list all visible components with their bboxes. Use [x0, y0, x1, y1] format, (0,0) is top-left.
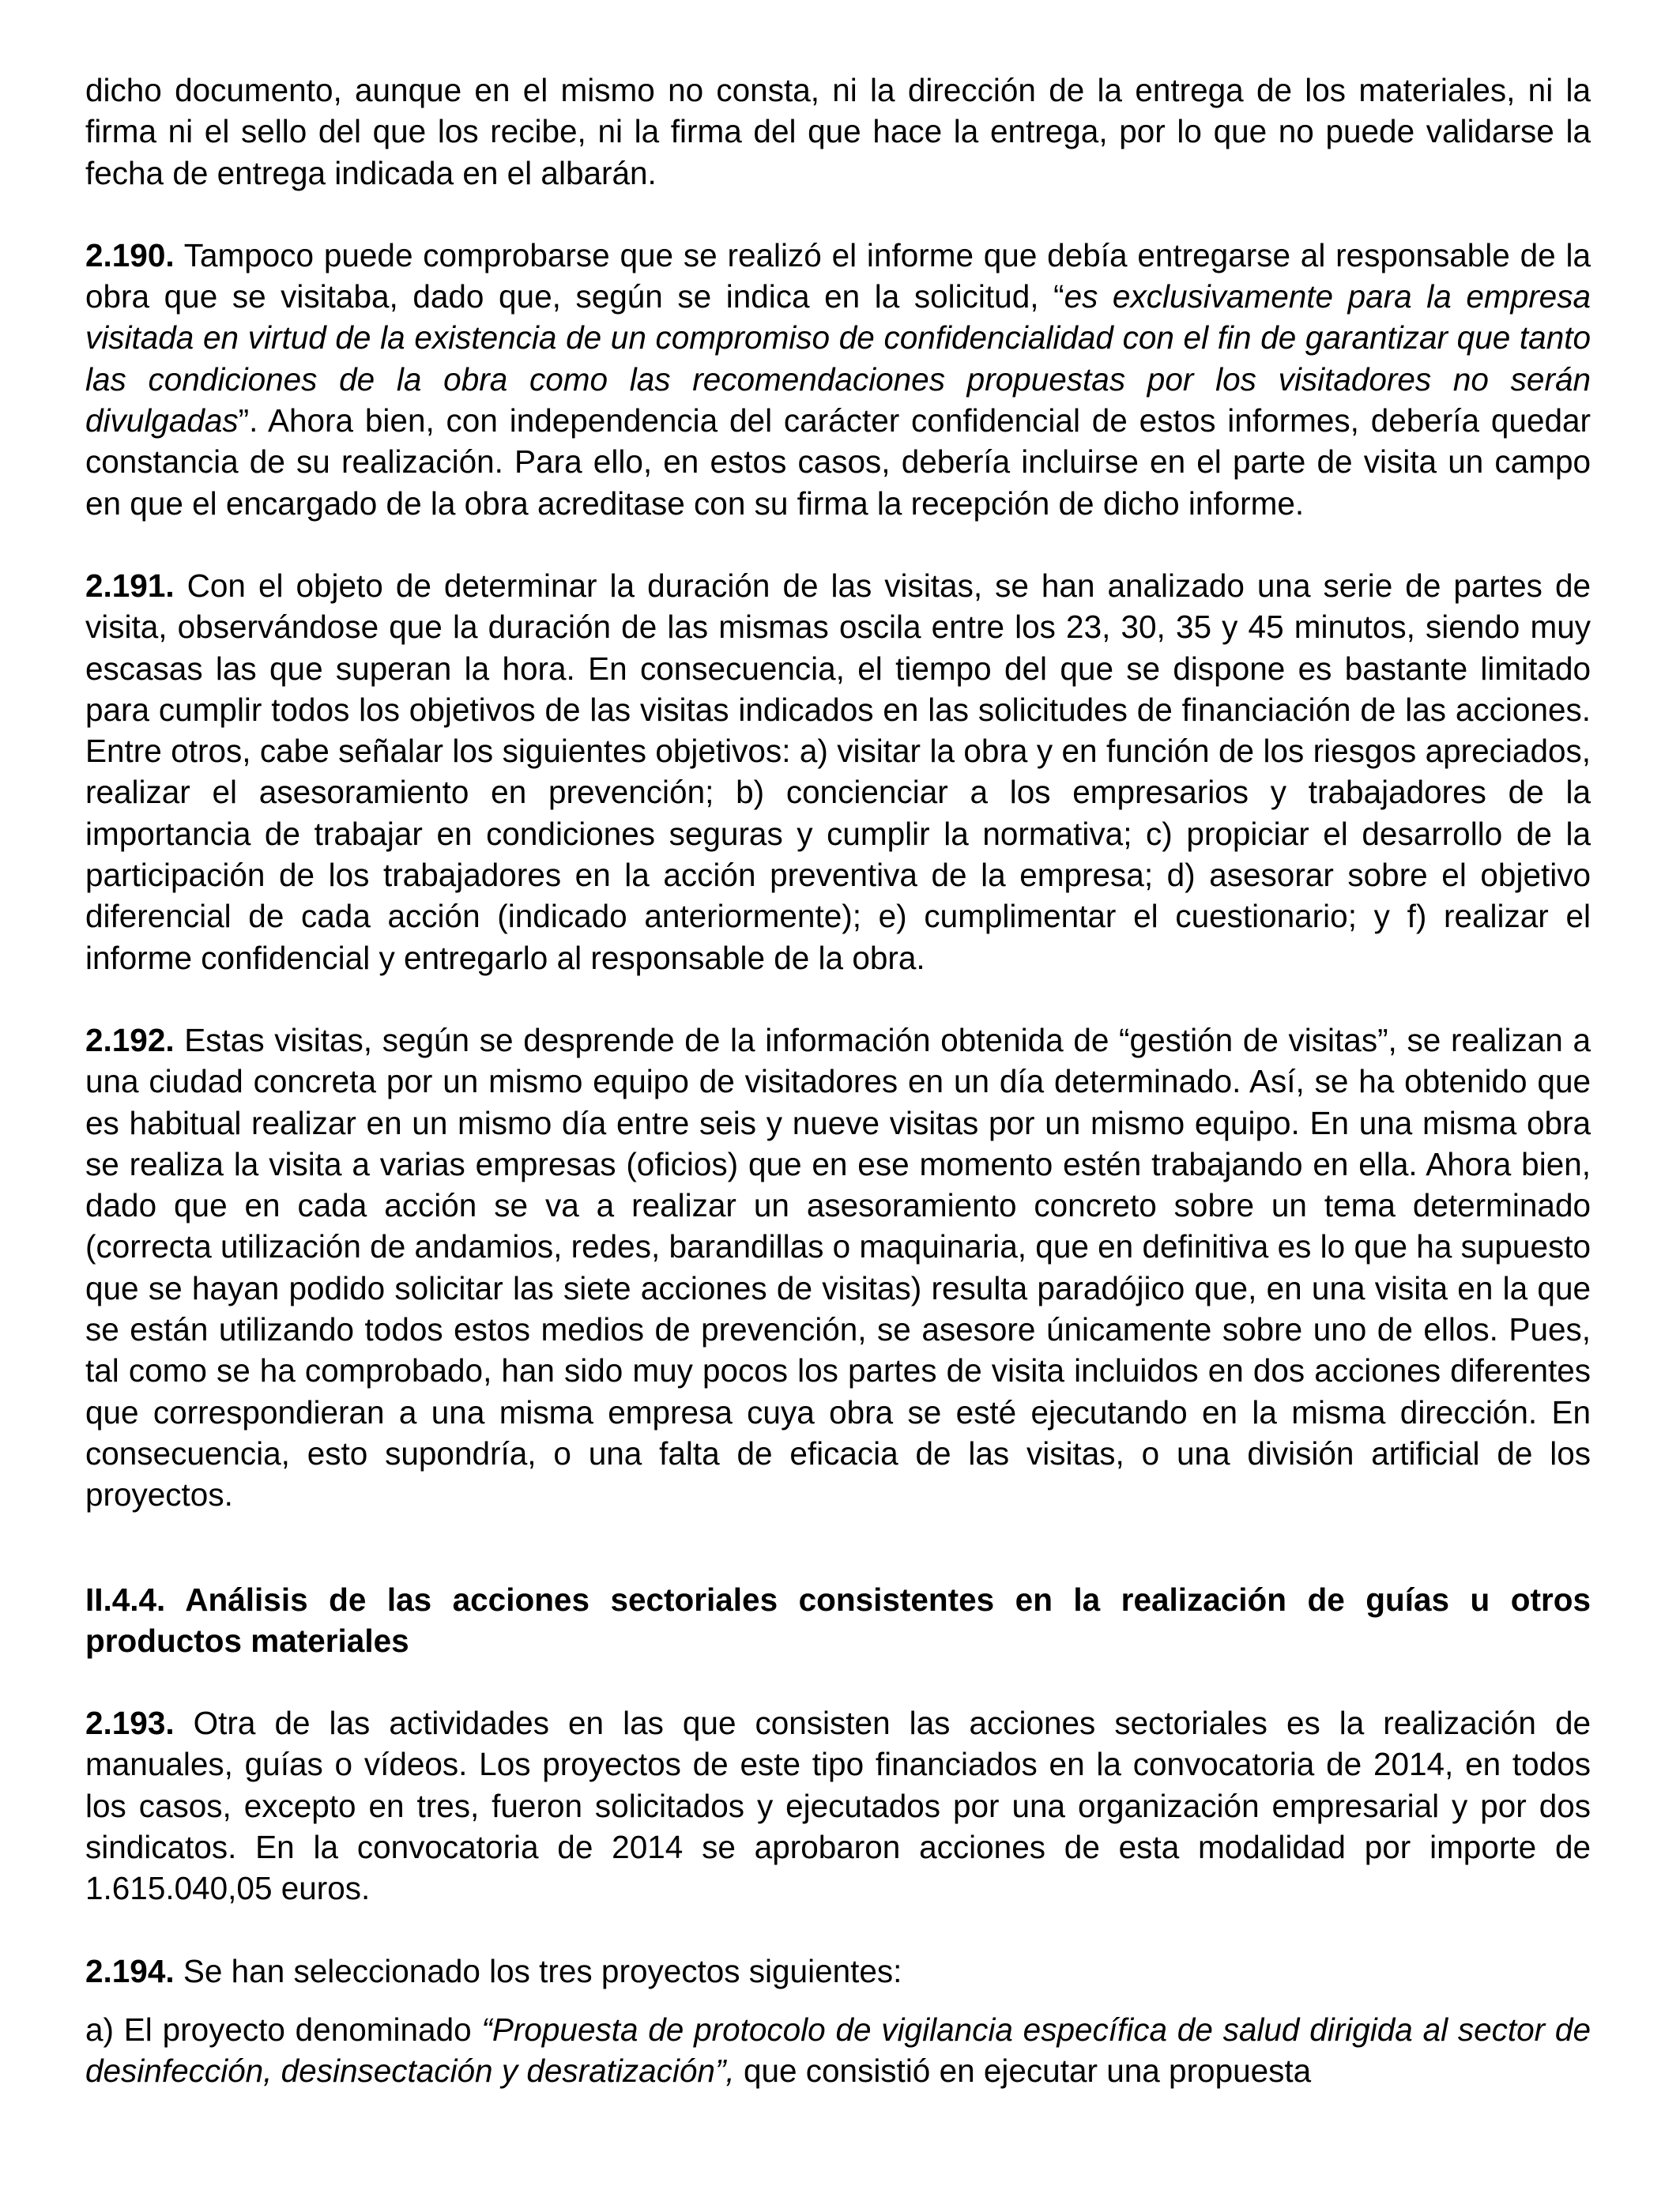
quoted-italic-text: es exclusivamente para la empresa visitada en virtud de la existencia de un compromiso de confidencialidad con el fin de garantizar que tanto las condiciones de la obra como las recomendaciones propuestas por los visitadores no serán divulgadas: [85, 278, 1591, 439]
paragraph-text: a) El proyecto denominado: [85, 2011, 482, 2048]
paragraph-number: 2.193.: [85, 1705, 175, 1742]
list-item-a: [85, 2009, 1591, 2092]
paragraph-number: 2.191.: [85, 567, 175, 604]
paragraph-text: Se han seleccionado los tres proyectos siguientes:: [174, 1952, 902, 1989]
paragraph-text: Con el objeto de determinar la duración de las visitas, se han analizado una serie de partes de visita, observándose que la duración de las mismas oscila entre los 23, 30, 35 y 45 minutos, siendo muy escasas las que superan la hora. En consecuencia, el tiempo del que se dispone es bastante limitado para cumplir todos los objetivos de las visitas indicados en las solicitudes de financiación de las acciones. Entre otros, cabe señalar los siguientes objetivos: a) visitar la obra y en función de los riesgos apreciados, realizar el asesoramiento en prevención; b) concienciar a los empresarios y trabajadores de la importancia de trabajar en condiciones seguras y cumplir la normativa; c) propiciar el desarrollo de la participación de los trabajadores en la acción preventiva de la empresa; d) asesorar sobre el objetivo diferencial de cada acción (indicado anteriormente); e) cumplimentar el cuestionario; y f) realizar el informe confidencial y entregarlo al responsable de la obra.: [85, 567, 1591, 976]
section-heading: II.4.4. Análisis de las acciones sectoriales consistentes en la realización de guías u otros productos materiales: [85, 1581, 1591, 1659]
paragraph-text: Otra de las actividades en las que consisten las acciones sectoriales es la realización de manuales, guías o vídeos. Los proyectos de este tipo financiados en la convocatoria de 2014, en todos los casos, excepto en tres, fueron solicitados y ejecutados por una organización empresarial y por dos sindicatos. En la convocatoria de 2014 se aprobaron acciones de esta modalidad por importe de 1.615.040,05 euros.: [85, 1705, 1591, 1907]
paragraph-text: Tampoco puede comprobarse que se realizó el informe que debía entregarse al responsable de la obra que se visitaba, dado que, según se indica en la solicitud, “: [85, 236, 1591, 315]
paragraph-text: ”. Ahora bien, con independencia del carácter confidencial de estos informes, debería quedar constancia de su realización. Para ello, en estos casos, debería incluirse en el parte de visita un campo en que el encargado de la obra acreditase con su firma la recepción de dicho informe.: [85, 402, 1591, 522]
document-page: [85, 70, 1591, 2132]
paragraph-text: que consistió en ejecutar una propuesta: [734, 2053, 1312, 2090]
paragraph-2191: [85, 565, 1591, 978]
paragraph-2192: [85, 1020, 1591, 1516]
project-title-italic: “Propuesta de protocolo de vigilancia específica de salud dirigida al sector de desinfección, desinsectación y desratización”,: [85, 2011, 1591, 2090]
paragraph-text: Estas visitas, según se desprende de la información obtenida de “gestión de visitas”, se realizan a una ciudad concreta por un mismo equipo de visitadores en un día determinado. Así, se ha obtenido que es habitual realizar en un mismo día entre seis y nueve visitas por un mismo equipo. En una misma obra se realiza la visita a varias empresas (oficios) que en ese momento estén trabajando en ella. Ahora bien, dado que en cada acción se va a realizar un asesoramiento concreto sobre un tema determinado (correcta utilización de andamios, redes, barandillas o maquinaria, que en definitiva es lo que ha supuesto que se hayan podido solicitar las siete acciones de visitas) resulta paradójico que, en una visita en la que se están utilizando todos estos medios de prevención, se asesore únicamente sobre uno de ellos. Pues, tal como se ha comprobado, han sido muy pocos los partes de visita incluidos en dos acciones diferentes que correspondieran a una misma empresa cuya obra se esté ejecutando en la misma dirección. En consecuencia, esto supondría, o una falta de eficacia de las visitas, o una división artificial de los proyectos.: [85, 1021, 1591, 1514]
paragraph-continuation: [85, 70, 1591, 194]
paragraph-number: 2.194.: [85, 1952, 175, 1989]
paragraph-2193: [85, 1702, 1591, 1909]
paragraph-text: dicho documento, aunque en el mismo no consta, ni la dirección de la entrega de los materiales, ni la firma ni el sello del que los recibe, ni la firma del que hace la entrega, por lo que no puede validarse la fecha de entrega indicada en el albarán.: [85, 72, 1591, 191]
paragraph-2190: [85, 235, 1591, 524]
paragraph-2194: [85, 1951, 1591, 1992]
paragraph-number: 2.190.: [85, 236, 175, 273]
paragraph-number: 2.192.: [85, 1021, 175, 1058]
